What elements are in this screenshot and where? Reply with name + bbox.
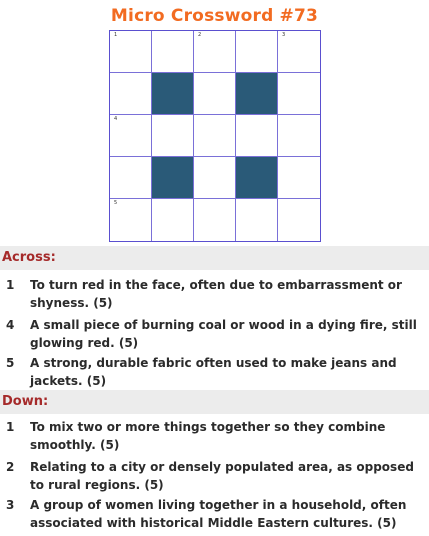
clue-text: To mix two or more things together so they combine smoothly. (5) bbox=[30, 420, 386, 452]
cell-number: 3 bbox=[282, 32, 286, 38]
grid-cell[interactable] bbox=[278, 115, 320, 157]
clue-number: 5 bbox=[6, 356, 15, 370]
grid-cell[interactable] bbox=[152, 115, 194, 157]
grid-cell[interactable] bbox=[236, 115, 278, 157]
black-cell bbox=[152, 157, 194, 199]
grid-cell[interactable] bbox=[110, 31, 152, 73]
grid-cell[interactable] bbox=[194, 115, 236, 157]
grid-cell[interactable] bbox=[194, 199, 236, 241]
grid-cell[interactable] bbox=[110, 115, 152, 157]
grid-cell[interactable] bbox=[110, 199, 152, 241]
clue-number: 1 bbox=[6, 278, 15, 292]
grid-cell[interactable] bbox=[152, 199, 194, 241]
crossword-grid bbox=[109, 30, 321, 242]
grid-cell[interactable] bbox=[278, 73, 320, 115]
clue-text: A group of women living together in a household, often associated with historical Middle Eastern cultures. (5) bbox=[30, 498, 407, 530]
grid-cell[interactable] bbox=[152, 31, 194, 73]
clue-text: To turn red in the face, often due to embarrassment or shyness. (5) bbox=[30, 278, 402, 310]
grid-cell[interactable] bbox=[110, 73, 152, 115]
grid-cell[interactable] bbox=[194, 31, 236, 73]
clue-number: 2 bbox=[6, 460, 15, 474]
clue-number: 1 bbox=[6, 420, 15, 434]
across-heading: Across: bbox=[0, 246, 429, 270]
clue-text: A small piece of burning coal or wood in a dying fire, still glowing red. (5) bbox=[30, 318, 417, 350]
clue-text: Relating to a city or densely populated area, as opposed to rural regions. (5) bbox=[30, 460, 414, 492]
down-heading: Down: bbox=[0, 390, 429, 414]
grid-cell[interactable] bbox=[278, 199, 320, 241]
cell-number: 2 bbox=[198, 32, 202, 38]
grid-cell[interactable] bbox=[110, 157, 152, 199]
clue-number: 4 bbox=[6, 318, 15, 332]
grid-cell[interactable] bbox=[236, 31, 278, 73]
black-cell bbox=[152, 73, 194, 115]
black-cell bbox=[236, 157, 278, 199]
cell-number: 4 bbox=[114, 116, 118, 122]
grid-cell[interactable] bbox=[194, 73, 236, 115]
clue-text: A strong, durable fabric often used to make jeans and jackets. (5) bbox=[30, 356, 397, 388]
grid-cell[interactable] bbox=[236, 199, 278, 241]
cell-number: 5 bbox=[114, 200, 118, 206]
grid-cell[interactable] bbox=[194, 157, 236, 199]
cell-number: 1 bbox=[114, 32, 118, 38]
puzzle-title: Micro Crossword #73 bbox=[110, 6, 319, 26]
grid-cell[interactable] bbox=[278, 157, 320, 199]
black-cell bbox=[236, 73, 278, 115]
clue-number: 3 bbox=[6, 498, 15, 512]
grid-cell[interactable] bbox=[278, 31, 320, 73]
